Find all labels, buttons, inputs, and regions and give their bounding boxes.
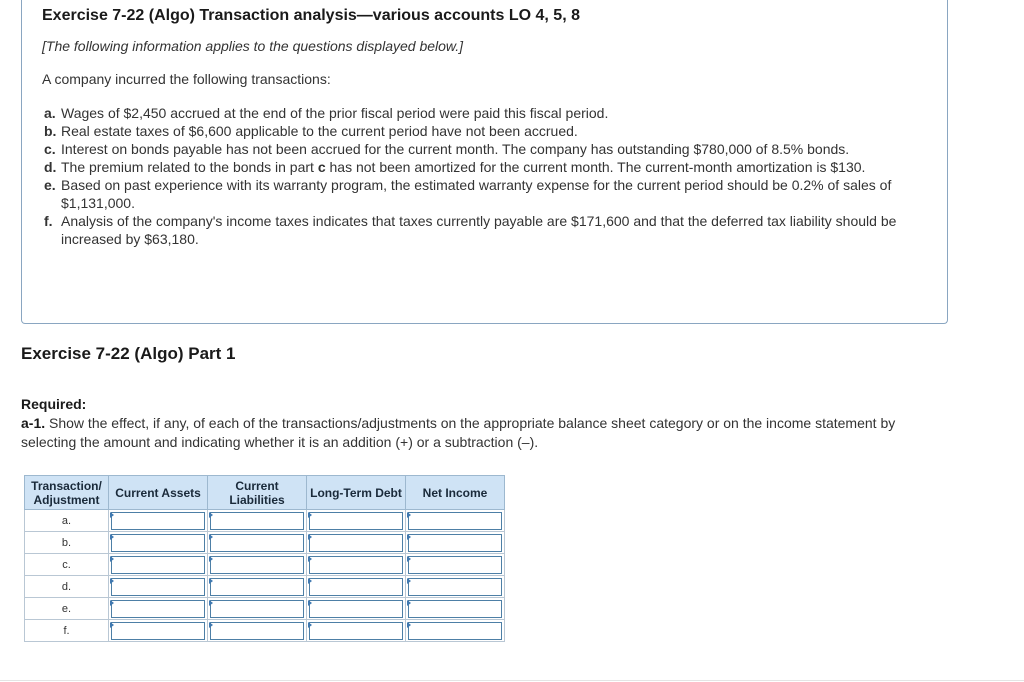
transaction-item-a	[42, 104, 912, 122]
dropdown-arrow-icon[interactable]	[110, 556, 114, 562]
input-box[interactable]	[309, 622, 403, 640]
row-label: a.	[25, 510, 109, 532]
info-note: [The following information applies to the questions displayed below.]	[42, 38, 464, 54]
table-row	[25, 532, 505, 554]
input-box[interactable]	[210, 512, 304, 530]
current-assets-input[interactable]	[109, 532, 208, 554]
long-term-debt-input[interactable]	[307, 620, 406, 642]
input-box[interactable]	[408, 622, 502, 640]
transaction-item-c	[42, 140, 912, 158]
transaction-letter: c.	[44, 141, 56, 157]
input-box[interactable]	[309, 534, 403, 552]
table-row	[25, 510, 505, 532]
dropdown-arrow-icon[interactable]	[308, 512, 312, 518]
dropdown-arrow-icon[interactable]	[110, 578, 114, 584]
long-term-debt-input[interactable]	[307, 554, 406, 576]
row-label: d.	[25, 576, 109, 598]
transaction-letter: f.	[44, 213, 53, 229]
input-box[interactable]	[210, 600, 304, 618]
transaction-item-d	[42, 158, 912, 176]
input-box[interactable]	[408, 600, 502, 618]
dropdown-arrow-icon[interactable]	[209, 534, 213, 540]
current-assets-input[interactable]	[109, 510, 208, 532]
required-number: a-1.	[21, 415, 46, 431]
input-box[interactable]	[309, 578, 403, 596]
dropdown-arrow-icon[interactable]	[407, 578, 411, 584]
input-box[interactable]	[309, 512, 403, 530]
dropdown-arrow-icon[interactable]	[110, 512, 114, 518]
long-term-debt-input[interactable]	[307, 510, 406, 532]
page-divider	[0, 680, 1024, 681]
table-row	[25, 554, 505, 576]
header-current-assets: Current Assets	[109, 476, 208, 510]
transaction-letter: b.	[44, 123, 57, 139]
transaction-list	[42, 104, 912, 248]
input-box[interactable]	[111, 622, 205, 640]
input-box[interactable]	[309, 556, 403, 574]
current-liabilities-input[interactable]	[208, 532, 307, 554]
transaction-item-e	[42, 176, 912, 212]
transaction-text: Interest on bonds payable has not been accrued for the current month. The company has outstanding $780,000 of 8.5% bonds.	[61, 141, 850, 157]
dropdown-arrow-icon[interactable]	[209, 600, 213, 606]
net-income-input[interactable]	[406, 576, 505, 598]
transaction-letter: e.	[44, 177, 56, 193]
required-label: Required:	[21, 396, 87, 412]
current-assets-input[interactable]	[109, 620, 208, 642]
input-box[interactable]	[111, 600, 205, 618]
row-label: c.	[25, 554, 109, 576]
input-box[interactable]	[210, 622, 304, 640]
dropdown-arrow-icon[interactable]	[407, 622, 411, 628]
transaction-letter: a.	[44, 105, 56, 121]
long-term-debt-input[interactable]	[307, 598, 406, 620]
row-label: b.	[25, 532, 109, 554]
dropdown-arrow-icon[interactable]	[209, 622, 213, 628]
long-term-debt-input[interactable]	[307, 576, 406, 598]
required-text: Show the effect, if any, of each of the transactions/adjustments on the appropriate balance sheet category or on the income statement by selecting the amount and indicating whether it is an addition (+) or a subtraction (–).	[21, 415, 896, 450]
transaction-letter: d.	[44, 159, 57, 175]
net-income-input[interactable]	[406, 532, 505, 554]
dropdown-arrow-icon[interactable]	[110, 600, 114, 606]
net-income-input[interactable]	[406, 554, 505, 576]
current-liabilities-input[interactable]	[208, 576, 307, 598]
answer-table	[24, 475, 505, 642]
dropdown-arrow-icon[interactable]	[407, 556, 411, 562]
dropdown-arrow-icon[interactable]	[209, 512, 213, 518]
transaction-text: Based on past experience with its warranty program, the estimated warranty expense for the current period should be 0.2% of sales of $1,131,000.	[61, 177, 892, 211]
dropdown-arrow-icon[interactable]	[308, 578, 312, 584]
input-box[interactable]	[309, 600, 403, 618]
info-intro: A company incurred the following transactions:	[42, 71, 331, 87]
dropdown-arrow-icon[interactable]	[209, 578, 213, 584]
net-income-input[interactable]	[406, 620, 505, 642]
transaction-item-f	[42, 212, 912, 248]
input-box[interactable]	[408, 512, 502, 530]
dropdown-arrow-icon[interactable]	[407, 600, 411, 606]
long-term-debt-input[interactable]	[307, 532, 406, 554]
header-current-liabilities: Current Liabilities	[208, 476, 307, 510]
table-row	[25, 620, 505, 642]
transaction-item-b	[42, 122, 912, 140]
input-box[interactable]	[408, 534, 502, 552]
header-long-term-debt: Long-Term Debt	[307, 476, 406, 510]
input-box[interactable]	[111, 578, 205, 596]
dropdown-arrow-icon[interactable]	[407, 512, 411, 518]
dropdown-arrow-icon[interactable]	[308, 622, 312, 628]
input-box[interactable]	[210, 534, 304, 552]
dropdown-arrow-icon[interactable]	[407, 534, 411, 540]
row-label: e.	[25, 598, 109, 620]
transaction-text-after: has not been amortized for the current month. The current-month amortization is $130.	[325, 159, 866, 175]
part-title: Exercise 7-22 (Algo) Part 1	[21, 344, 236, 363]
current-liabilities-input[interactable]	[208, 620, 307, 642]
dropdown-arrow-icon[interactable]	[308, 556, 312, 562]
current-liabilities-input[interactable]	[208, 510, 307, 532]
transaction-text: Analysis of the company's income taxes indicates that taxes currently payable are $171,600 and that the deferred tax liability should be increased by $63,180.	[61, 213, 897, 247]
current-assets-input[interactable]	[109, 576, 208, 598]
row-label: f.	[25, 620, 109, 642]
net-income-input[interactable]	[406, 598, 505, 620]
input-box[interactable]	[210, 556, 304, 574]
current-liabilities-input[interactable]	[208, 598, 307, 620]
input-box[interactable]	[210, 578, 304, 596]
dropdown-arrow-icon[interactable]	[110, 534, 114, 540]
dropdown-arrow-icon[interactable]	[110, 622, 114, 628]
dropdown-arrow-icon[interactable]	[209, 556, 213, 562]
header-transaction: Transaction/ Adjustment	[25, 476, 109, 510]
required-instructions	[21, 414, 921, 452]
input-box[interactable]	[111, 556, 205, 574]
table-header-row	[25, 476, 505, 510]
transaction-text: Wages of $2,450 accrued at the end of the prior fiscal period were paid this fiscal period.	[61, 105, 609, 121]
dropdown-arrow-icon[interactable]	[308, 600, 312, 606]
current-assets-input[interactable]	[109, 554, 208, 576]
header-net-income: Net Income	[406, 476, 505, 510]
transaction-text-before: The premium related to the bonds in part	[61, 159, 318, 175]
table-row	[25, 598, 505, 620]
transaction-text: Real estate taxes of $6,600 applicable to the current period have not been accrued.	[61, 123, 578, 139]
net-income-input[interactable]	[406, 510, 505, 532]
current-assets-input[interactable]	[109, 598, 208, 620]
input-box[interactable]	[111, 512, 205, 530]
input-box[interactable]	[111, 534, 205, 552]
table-row	[25, 576, 505, 598]
input-box[interactable]	[408, 556, 502, 574]
transaction-text-bold: c	[317, 159, 326, 175]
current-liabilities-input[interactable]	[208, 554, 307, 576]
dropdown-arrow-icon[interactable]	[308, 534, 312, 540]
input-box[interactable]	[408, 578, 502, 596]
exercise-title: Exercise 7-22 (Algo) Transaction analysis—various accounts LO 4, 5, 8	[42, 7, 580, 24]
